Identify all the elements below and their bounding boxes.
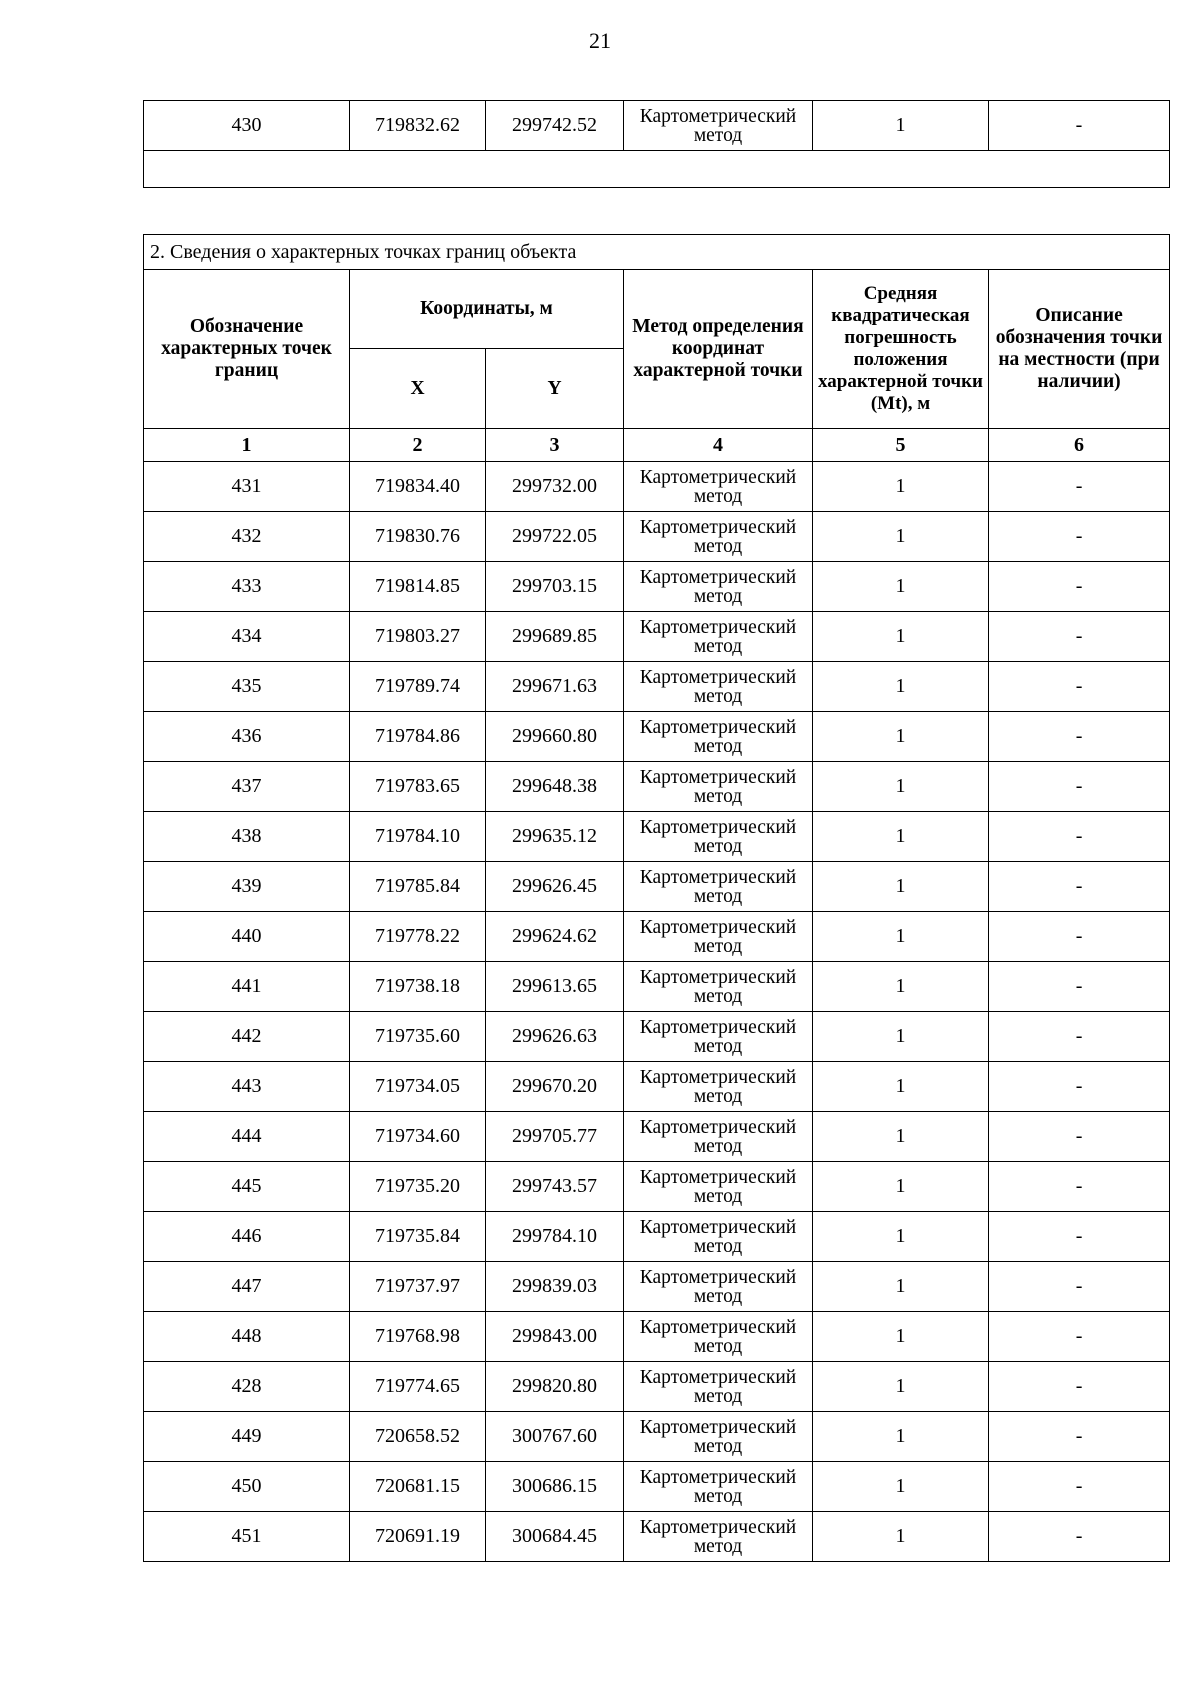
header-y: Y bbox=[486, 349, 624, 429]
table-row bbox=[144, 1062, 1170, 1112]
description-cell: - bbox=[989, 1262, 1170, 1312]
x-cell: 720691.19 bbox=[350, 1512, 486, 1562]
method-cell: Картометрический метод bbox=[624, 812, 813, 862]
mt-cell: 1 bbox=[813, 1262, 989, 1312]
y-cell: 299743.57 bbox=[486, 1162, 624, 1212]
point-cell: 451 bbox=[144, 1512, 350, 1562]
description-cell: - bbox=[989, 1512, 1170, 1562]
mt-cell: 1 bbox=[813, 762, 989, 812]
table-row bbox=[144, 101, 1170, 151]
method-cell: Картометрический метод bbox=[624, 612, 813, 662]
description-cell: - bbox=[989, 962, 1170, 1012]
description-cell: - bbox=[989, 1362, 1170, 1412]
description-cell: - bbox=[989, 1112, 1170, 1162]
y-cell: 299689.85 bbox=[486, 612, 624, 662]
point-cell: 449 bbox=[144, 1412, 350, 1462]
method-cell: Картометрический метод bbox=[624, 862, 813, 912]
column-number: 5 bbox=[813, 429, 989, 462]
mt-cell: 1 bbox=[813, 1062, 989, 1112]
method-cell: Картометрический метод bbox=[624, 1312, 813, 1362]
x-cell: 719768.98 bbox=[350, 1312, 486, 1362]
method-cell: Картометрический метод bbox=[624, 1462, 813, 1512]
mt-cell: 1 bbox=[813, 1112, 989, 1162]
x-cell: 719737.97 bbox=[350, 1262, 486, 1312]
method-cell: Картометрический метод bbox=[624, 1012, 813, 1062]
header-method: Метод определения координат характерной точки bbox=[624, 270, 813, 429]
point-cell: 445 bbox=[144, 1162, 350, 1212]
x-cell: 719735.60 bbox=[350, 1012, 486, 1062]
y-cell: 299670.20 bbox=[486, 1062, 624, 1112]
y-cell: 299626.45 bbox=[486, 862, 624, 912]
boundary-points-table bbox=[143, 234, 1170, 1562]
table-row bbox=[144, 962, 1170, 1012]
x-cell: 719734.60 bbox=[350, 1112, 486, 1162]
mt-cell: 1 bbox=[813, 1512, 989, 1562]
point-cell: 436 bbox=[144, 712, 350, 762]
table-row bbox=[144, 1112, 1170, 1162]
point-cell: 446 bbox=[144, 1212, 350, 1262]
y-cell: 299613.65 bbox=[486, 962, 624, 1012]
method-cell: Картометрический метод bbox=[624, 562, 813, 612]
mt-cell: 1 bbox=[813, 1162, 989, 1212]
point-cell: 443 bbox=[144, 1062, 350, 1112]
method-cell: Картометрический метод bbox=[624, 462, 813, 512]
method-cell: Картометрический метод bbox=[624, 101, 813, 151]
description-cell: - bbox=[989, 101, 1170, 151]
point-cell: 447 bbox=[144, 1262, 350, 1312]
table-row bbox=[144, 912, 1170, 962]
table-row bbox=[144, 1262, 1170, 1312]
y-cell: 299732.00 bbox=[486, 462, 624, 512]
method-cell: Картометрический метод bbox=[624, 762, 813, 812]
y-cell: 299648.38 bbox=[486, 762, 624, 812]
point-cell: 442 bbox=[144, 1012, 350, 1062]
table-row bbox=[144, 1012, 1170, 1062]
x-cell: 719785.84 bbox=[350, 862, 486, 912]
x-cell: 719735.84 bbox=[350, 1212, 486, 1262]
y-cell: 299820.80 bbox=[486, 1362, 624, 1412]
table-row bbox=[144, 1362, 1170, 1412]
table-row bbox=[144, 812, 1170, 862]
x-cell: 719784.86 bbox=[350, 712, 486, 762]
point-cell: 430 bbox=[144, 101, 350, 151]
mt-cell: 1 bbox=[813, 1312, 989, 1362]
description-cell: - bbox=[989, 512, 1170, 562]
y-cell: 300684.45 bbox=[486, 1512, 624, 1562]
mt-cell: 1 bbox=[813, 1212, 989, 1262]
description-cell: - bbox=[989, 762, 1170, 812]
table-row bbox=[144, 462, 1170, 512]
mt-cell: 1 bbox=[813, 1012, 989, 1062]
y-cell: 299626.63 bbox=[486, 1012, 624, 1062]
x-cell: 719734.05 bbox=[350, 1062, 486, 1112]
table-row bbox=[144, 862, 1170, 912]
description-cell: - bbox=[989, 1162, 1170, 1212]
method-cell: Картометрический метод bbox=[624, 1262, 813, 1312]
y-cell: 299624.62 bbox=[486, 912, 624, 962]
header-mt: Средняя квадратическая погрешность положения характерной точки (Mt), м bbox=[813, 270, 989, 429]
table-row bbox=[144, 1412, 1170, 1462]
table-row bbox=[144, 662, 1170, 712]
description-cell: - bbox=[989, 712, 1170, 762]
continuation-table bbox=[143, 100, 1170, 188]
description-cell: - bbox=[989, 1462, 1170, 1512]
mt-cell: 1 bbox=[813, 101, 989, 151]
y-cell: 299635.12 bbox=[486, 812, 624, 862]
table-row bbox=[144, 712, 1170, 762]
x-cell: 719738.18 bbox=[350, 962, 486, 1012]
y-cell: 299722.05 bbox=[486, 512, 624, 562]
method-cell: Картометрический метод bbox=[624, 1412, 813, 1462]
y-cell: 299705.77 bbox=[486, 1112, 624, 1162]
table-row bbox=[144, 1162, 1170, 1212]
column-number: 3 bbox=[486, 429, 624, 462]
x-cell: 719832.62 bbox=[350, 101, 486, 151]
table-row bbox=[144, 1512, 1170, 1562]
point-cell: 448 bbox=[144, 1312, 350, 1362]
point-cell: 434 bbox=[144, 612, 350, 662]
mt-cell: 1 bbox=[813, 862, 989, 912]
mt-cell: 1 bbox=[813, 712, 989, 762]
mt-cell: 1 bbox=[813, 1362, 989, 1412]
column-number: 4 bbox=[624, 429, 813, 462]
x-cell: 719789.74 bbox=[350, 662, 486, 712]
y-cell: 300686.15 bbox=[486, 1462, 624, 1512]
empty-cell bbox=[144, 151, 1170, 188]
method-cell: Картометрический метод bbox=[624, 1162, 813, 1212]
empty-row bbox=[144, 151, 1170, 188]
mt-cell: 1 bbox=[813, 812, 989, 862]
mt-cell: 1 bbox=[813, 1462, 989, 1512]
point-cell: 435 bbox=[144, 662, 350, 712]
method-cell: Картометрический метод bbox=[624, 1062, 813, 1112]
mt-cell: 1 bbox=[813, 962, 989, 1012]
page-number: 21 bbox=[589, 28, 611, 53]
column-number: 2 bbox=[350, 429, 486, 462]
point-cell: 438 bbox=[144, 812, 350, 862]
description-cell: - bbox=[989, 812, 1170, 862]
header-x: X bbox=[350, 349, 486, 429]
y-cell: 299660.80 bbox=[486, 712, 624, 762]
point-cell: 450 bbox=[144, 1462, 350, 1512]
mt-cell: 1 bbox=[813, 1412, 989, 1462]
point-cell: 439 bbox=[144, 862, 350, 912]
column-number: 6 bbox=[989, 429, 1170, 462]
x-cell: 719834.40 bbox=[350, 462, 486, 512]
x-cell: 719778.22 bbox=[350, 912, 486, 962]
y-cell: 299843.00 bbox=[486, 1312, 624, 1362]
point-cell: 431 bbox=[144, 462, 350, 512]
y-cell: 299784.10 bbox=[486, 1212, 624, 1262]
point-cell: 437 bbox=[144, 762, 350, 812]
mt-cell: 1 bbox=[813, 662, 989, 712]
point-cell: 444 bbox=[144, 1112, 350, 1162]
x-cell: 719784.10 bbox=[350, 812, 486, 862]
method-cell: Картометрический метод bbox=[624, 912, 813, 962]
table-row bbox=[144, 1212, 1170, 1262]
description-cell: - bbox=[989, 1012, 1170, 1062]
description-cell: - bbox=[989, 562, 1170, 612]
table-row bbox=[144, 562, 1170, 612]
mt-cell: 1 bbox=[813, 512, 989, 562]
point-cell: 433 bbox=[144, 562, 350, 612]
method-cell: Картометрический метод bbox=[624, 512, 813, 562]
y-cell: 300767.60 bbox=[486, 1412, 624, 1462]
header-coordinates: Координаты, м bbox=[350, 270, 624, 349]
method-cell: Картометрический метод bbox=[624, 1112, 813, 1162]
table-row bbox=[144, 612, 1170, 662]
mt-cell: 1 bbox=[813, 462, 989, 512]
description-cell: - bbox=[989, 1412, 1170, 1462]
method-cell: Картометрический метод bbox=[624, 1362, 813, 1412]
point-cell: 428 bbox=[144, 1362, 350, 1412]
method-cell: Картометрический метод bbox=[624, 1512, 813, 1562]
table-row bbox=[144, 1462, 1170, 1512]
x-cell: 720681.15 bbox=[350, 1462, 486, 1512]
mt-cell: 1 bbox=[813, 912, 989, 962]
description-cell: - bbox=[989, 912, 1170, 962]
y-cell: 299671.63 bbox=[486, 662, 624, 712]
y-cell: 299742.52 bbox=[486, 101, 624, 151]
y-cell: 299703.15 bbox=[486, 562, 624, 612]
method-cell: Картометрический метод bbox=[624, 1212, 813, 1262]
column-number: 1 bbox=[144, 429, 350, 462]
header-description: Описание обозначения точки на местности (при наличии) bbox=[989, 270, 1170, 429]
method-cell: Картометрический метод bbox=[624, 662, 813, 712]
table-row bbox=[144, 512, 1170, 562]
point-cell: 432 bbox=[144, 512, 350, 562]
point-cell: 441 bbox=[144, 962, 350, 1012]
x-cell: 719774.65 bbox=[350, 1362, 486, 1412]
x-cell: 719830.76 bbox=[350, 512, 486, 562]
table-row bbox=[144, 762, 1170, 812]
description-cell: - bbox=[989, 1312, 1170, 1362]
method-cell: Картометрический метод bbox=[624, 962, 813, 1012]
mt-cell: 1 bbox=[813, 612, 989, 662]
header-designation: Обозначение характерных точек границ bbox=[144, 270, 350, 429]
description-cell: - bbox=[989, 662, 1170, 712]
description-cell: - bbox=[989, 1212, 1170, 1262]
x-cell: 719803.27 bbox=[350, 612, 486, 662]
x-cell: 719814.85 bbox=[350, 562, 486, 612]
mt-cell: 1 bbox=[813, 562, 989, 612]
description-cell: - bbox=[989, 862, 1170, 912]
description-cell: - bbox=[989, 612, 1170, 662]
description-cell: - bbox=[989, 462, 1170, 512]
column-numbers-row bbox=[144, 429, 1170, 462]
point-cell: 440 bbox=[144, 912, 350, 962]
y-cell: 299839.03 bbox=[486, 1262, 624, 1312]
x-cell: 720658.52 bbox=[350, 1412, 486, 1462]
description-cell: - bbox=[989, 1062, 1170, 1112]
section-title: 2. Сведения о характерных точках границ объекта bbox=[144, 235, 1170, 270]
table-row bbox=[144, 1312, 1170, 1362]
method-cell: Картометрический метод bbox=[624, 712, 813, 762]
x-cell: 719783.65 bbox=[350, 762, 486, 812]
x-cell: 719735.20 bbox=[350, 1162, 486, 1212]
